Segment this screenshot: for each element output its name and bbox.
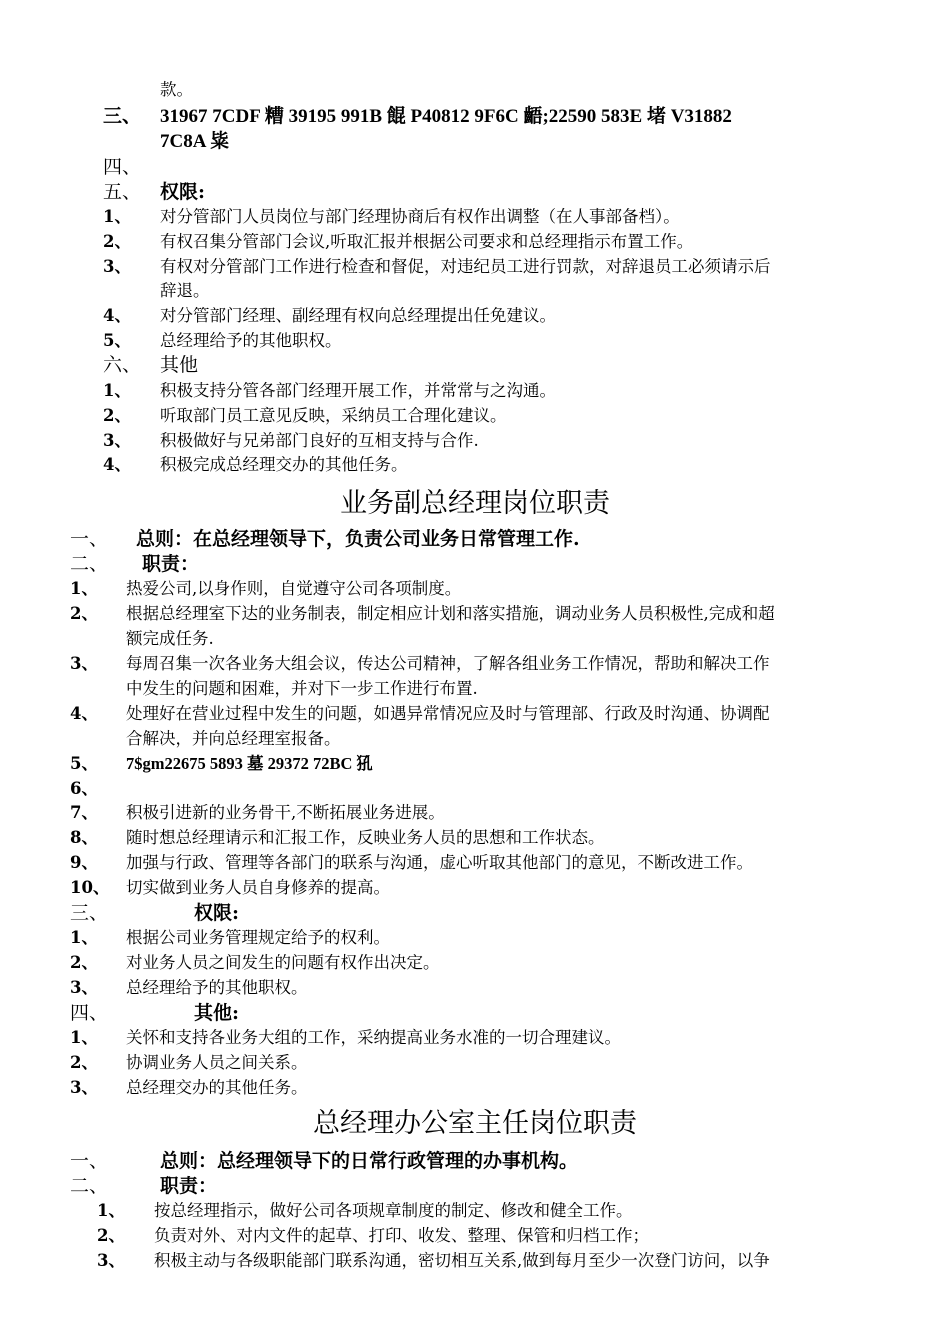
duty-item-cont: 中发生的问题和困难，并对下一步工作进行布置. (126, 679, 478, 698)
other-item: 2、 听取部门员工意见反映，采纳员工合理化建议。 (103, 406, 507, 425)
duties-heading: 二、 职责： (70, 1175, 218, 1197)
duty-item: 2、 根据总经理室下达的业务制表，制定相应计划和落实措施，调动业务人员积极性,完成和超 (70, 604, 775, 623)
duty-item: 4、 处理好在营业过程中发生的问题，如遇异常情况应及时与管理部、行政及时沟通、协调配 (70, 704, 770, 723)
section-title: 总经理办公室主任岗位职责 (313, 1108, 637, 1139)
auth-item: 5、 总经理给予的其他职权。 (103, 331, 342, 350)
section-item-4: 四、 (103, 156, 142, 178)
duty-item: 8、 随时想总经理请示和汇报工作，反映业务人员的思想和工作状态。 (70, 828, 605, 847)
duty-item: 6、 (70, 779, 98, 798)
auth-item: 3、 总经理给予的其他职权。 (70, 978, 308, 997)
auth-item: 2、 有权召集分管部门会议,听取汇报并根据公司要求和总经理指示布置工作。 (103, 232, 694, 251)
other-item: 1、 关怀和支持各业务大组的工作，采纳提高业务水准的一切合理建议。 (70, 1028, 621, 1047)
duties-heading: 二、 职责： (70, 553, 200, 575)
auth-item: 1、 根据公司业务管理规定给予的权利。 (70, 928, 390, 947)
section-item-6-heading: 六、 其他 (103, 354, 199, 376)
section-title: 业务副总经理岗位职责 (340, 488, 610, 519)
duty-item: 10、 切实做到业务人员自身修养的提高。 (70, 878, 390, 897)
continuation-line: 款。 (160, 80, 193, 99)
general-rule: 一、 总则：在总经理领导下，负责公司业务日常管理工作. (70, 528, 580, 550)
auth-item: 3、 有权对分管部门工作进行检查和督促，对违纪员工进行罚款，对辞退员工必须请示后 (103, 257, 771, 276)
other-item: 4、 积极完成总经理交办的其他任务。 (103, 455, 408, 474)
duty-item: 7、 积极引进新的业务骨干,不断拓展业务进展。 (70, 803, 445, 822)
auth-item: 4、 对分管部门经理、副经理有权向总经理提出任免建议。 (103, 306, 556, 325)
other-item: 3、 总经理交办的其他任务。 (70, 1078, 308, 1097)
auth-item-cont: 辞退。 (160, 281, 210, 300)
auth-heading: 三、 权限: (70, 902, 240, 924)
duty-item: 3、 每周召集一次各业务大组会议，传达公司精神，了解各组业务工作情况，帮助和解决工作 (70, 654, 770, 673)
duty-item: 1、 热爱公司,以身作则，自觉遵守公司各项制度。 (70, 579, 462, 598)
other-item: 1、 积极支持分管各部门经理开展工作，并常常与之沟通。 (103, 381, 556, 400)
section-item-3: 三、 31967 7CDF 糟 39195 991B 餛 P40812 9F6C 齬;22590 583E 堵 V31882 (103, 105, 732, 127)
section-item-3-cont: 7C8A 粊 (160, 131, 230, 152)
duty-item-cont: 合解决，并向总经理室报备。 (126, 729, 341, 748)
duty-item: 3、 积极主动与各级职能部门联系沟通，密切相互关系,做到每月至少一次登门访问，以争 (97, 1251, 770, 1270)
duty-item: 1、 按总经理指示，做好公司各项规章制度的制定、修改和健全工作。 (97, 1201, 633, 1220)
duty-item-cont: 额完成任务. (126, 629, 214, 648)
general-rule: 一、 总则：总经理领导下的日常行政管理的办事机构。 (70, 1150, 579, 1172)
duty-item: 9、 加强与行政、管理等各部门的联系与沟通，虚心听取其他部门的意见，不断改进工作。 (70, 853, 753, 872)
auth-item: 1、 对分管部门人员岗位与部门经理协商后有权作出调整（在人事部备档）。 (103, 207, 680, 226)
other-heading: 四、 其他: (70, 1002, 240, 1024)
other-item: 3、 积极做好与兄弟部门良好的互相支持与合作. (103, 431, 479, 450)
duty-item: 5、 7$gm22675 5893 墓 29372 72BC 犼 (70, 754, 374, 773)
section-item-5-heading: 五、 权限: (103, 181, 206, 203)
duty-item: 2、 负责对外、对内文件的起草、打印、收发、整理、保管和归档工作； (97, 1226, 649, 1245)
auth-item: 2、 对业务人员之间发生的问题有权作出决定。 (70, 953, 440, 972)
other-item: 2、 协调业务人员之间关系。 (70, 1053, 308, 1072)
